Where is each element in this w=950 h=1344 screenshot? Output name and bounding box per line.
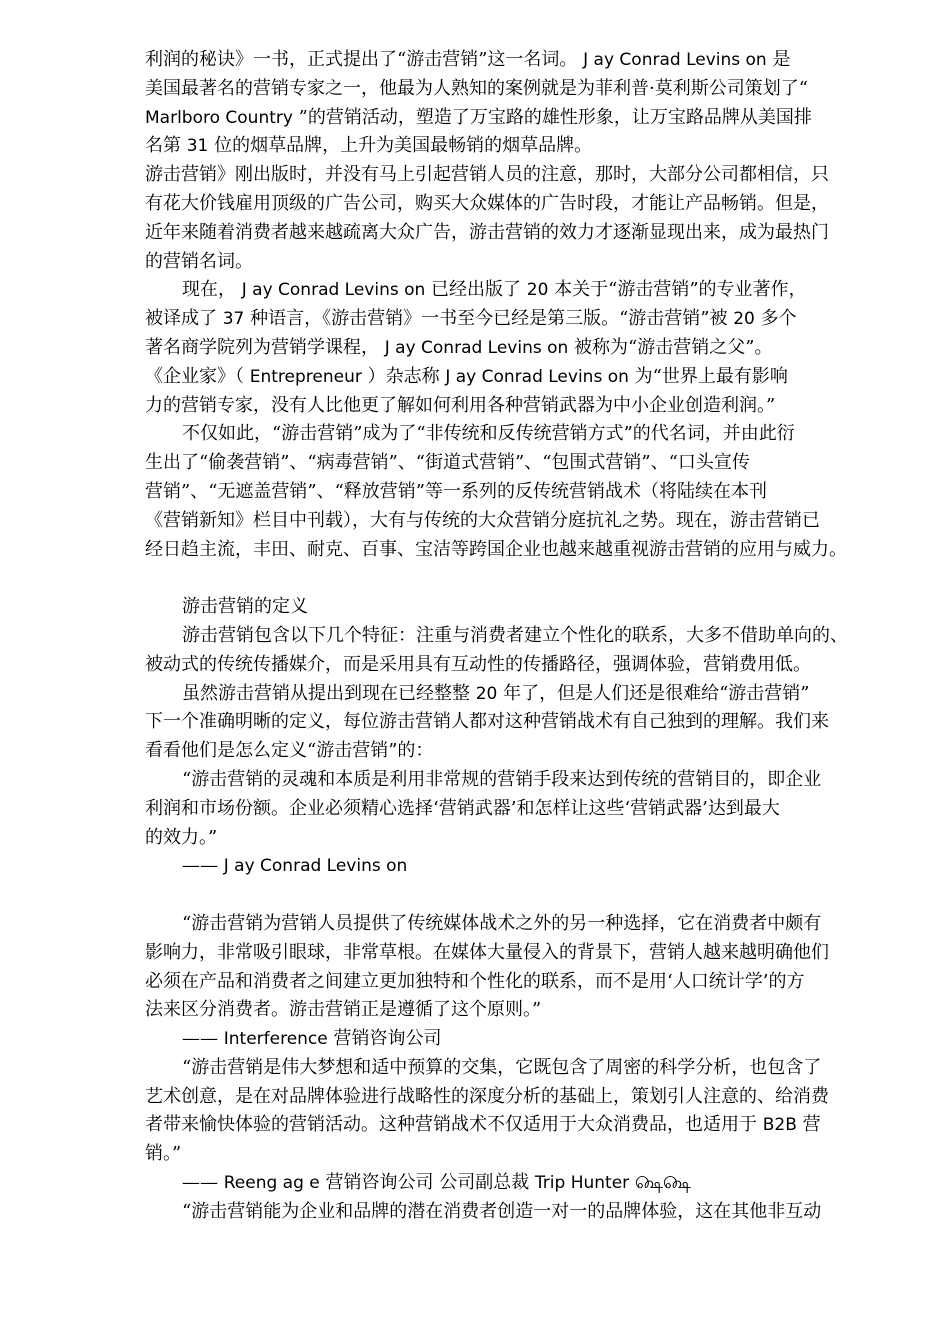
text-line: 销。” [145, 1143, 182, 1165]
text-line: 的效力。” [145, 826, 218, 848]
text-line: 游击营销包含以下几个特征：注重与消费者建立个性化的联系，大多不借助单向的、 [182, 624, 848, 646]
text-line: 力的营销专家，没有人比他更了解如何利用各种营销武器为中小企业创造利润。” [145, 394, 776, 416]
text-line: 游击营销》刚出版时，并没有马上引起营销人员的注意，那时，大部分公司都相信，只 [145, 164, 829, 186]
text-line: 的营销名词。 [145, 250, 253, 272]
text-line: 下一个准确明晰的定义，每位游击营销人都对这种营销战术有自己独到的理解。我们来 [145, 711, 829, 733]
text-line: 虽然游击营销从提出到现在已经整整 20 年了，但是人们还是很难给“游击营销” [182, 682, 810, 704]
text-line: 著名商学院列为营销学课程， J ay Conrad Levins on 被称为“游击营销之父”。 [145, 336, 773, 358]
text-line: 不仅如此，“游击营销”成为了“非传统和反传统营销方式”的代名词，并由此衍 [182, 423, 795, 445]
text-line: 美国最著名的营销专家之一，他最为人熟知的案例就是为菲利普·莫利斯公司策划了“ [145, 77, 808, 99]
text-line: 《营销新知》栏目中刊载），大有与传统的大众营销分庭抗礼之势。现在，游击营销已 [145, 509, 820, 531]
text-line: 生出了“偷袭营销”、“病毒营销”、“街道式营销”、“包围式营销”、“口头宣传 [145, 452, 750, 474]
text-line: “游击营销是伟大梦想和适中预算的交集，它既包含了周密的科学分析，也包含了 [182, 1056, 822, 1078]
blank-line [145, 564, 890, 593]
text-line: 现在， J ay Conrad Levins on 已经出版了 20 本关于“游击营销”的专业著作， [182, 279, 807, 301]
document-body [145, 46, 890, 1227]
text-line: 经日趋主流，丰田、耐克、百事、宝洁等跨国企业也越来越重视游击营销的应用与威力。 [145, 538, 847, 560]
text-line: Marlboro Country ”的营销活动，塑造了万宝路的雄性形象，让万宝路品牌从美国排 [145, 106, 812, 128]
text-line: 必须在产品和消费者之间建立更加独特和个性化的联系，而不是用‘人口统计学’的方 [145, 970, 805, 992]
text-line: 利润和市场份额。企业必须精心选择‘营销武器’和怎样让这些‘营销武器’达到最大 [145, 797, 780, 819]
text-line: 营销”、“无遮盖营销”、“释放营销”等一系列的反传统营销战术（将陆续在本刊 [145, 480, 768, 502]
text-line: 近年来随着消费者越来越疏离大众广告，游击营销的效力才逐渐显现出来，成为最热门 [145, 221, 829, 243]
text-line: 有花大价钱雇用顶级的广告公司，购买大众媒体的广告时段，才能让产品畅销。但是， [145, 192, 829, 214]
text-line: —— Interference 营销咨询公司 [182, 1028, 442, 1050]
text-line: 艺术创意，是在对品牌体验进行战略性的深度分析的基础上，策划引人注意的、给消费 [145, 1085, 829, 1107]
text-line: 被译成了 37 种语言，《游击营销》一书至今已经是第三版。“游击营销”被 20 多个 [145, 308, 797, 330]
text-line: 影响力，非常吸引眼球，非常草根。在媒体大量侵入的背景下，营销人越来越明确他们 [145, 941, 829, 963]
text-line: 者带来愉快体验的营销活动。这种营销战术不仅适用于大众消费品，也适用于 B2B 营 [145, 1114, 821, 1136]
text-line: 《企业家》（ Entrepreneur ）杂志称 J ay Conrad Levins on 为“世界上最有影响 [145, 365, 788, 387]
text-line: 利润的秘诀》一书，正式提出了“游击营销”这一名词。 J ay Conrad Levins on 是 [145, 49, 791, 70]
text-line: 被动式的传统传播媒介，而是采用具有互动性的传播路径，强调体验，营销费用低。 [145, 653, 811, 675]
text-line: 法来区分消费者。游击营销正是遵循了这个原则。” [145, 999, 542, 1021]
text-line: 游击营销的定义 [182, 596, 308, 618]
document-page [145, 46, 890, 1227]
text-line: “游击营销能为企业和品牌的潜在消费者创造一对一的品牌体验，这在其他非互动 [182, 1200, 822, 1222]
text-line: 看看他们是怎么定义“游击营销”的： [145, 740, 434, 762]
text-line: 名第 31 位的烟草品牌，上升为美国最畅销的烟草品牌。 [145, 135, 593, 157]
text-line: —— J ay Conrad Levins on [182, 855, 408, 877]
blank-line [145, 881, 890, 910]
text-line: “游击营销为营销人员提供了传统媒体战术之外的另一种选择，它在消费者中颇有 [182, 912, 822, 934]
text-line: —— Reeng ag e 营销咨询公司 公司副总裁 Trip Hunter ௸௸ [182, 1172, 691, 1194]
text-line: “游击营销的灵魂和本质是利用非常规的营销手段来达到传统的营销目的，即企业 [182, 768, 822, 790]
